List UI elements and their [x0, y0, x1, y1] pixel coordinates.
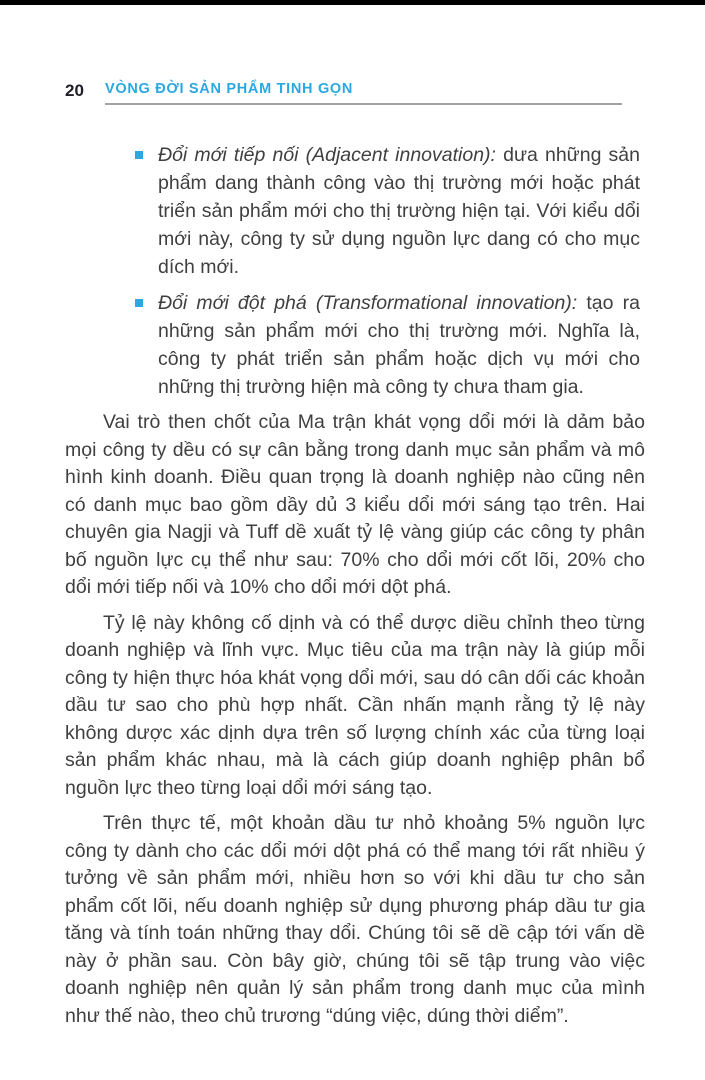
body-paragraph-3: Trên thực tế, một khoản dầu tư nhỏ khoảng 5% nguồn lực công ty dành cho các dổi mới dột phá có thể mang tới rất nhiều ý tưởng về sản phẩm mới, nhiều hơn so với khi dầu tư cho sản phẩm cốt lõi, nếu doanh nghiệp sử dụng phương pháp dầu tư gia tăng và tính toán những thay dổi. Chúng tôi sẽ dề cập tới vấn dề này ở phần sau. Còn bây giờ, chúng tôi sẽ tập trung vào việc doanh nghiệp nên quản lý sản phẩm trong danh mục của mình như thế nào, theo chủ trương “dúng việc, dúng thời diểm”.: [65, 812, 645, 1027]
square-bullet-icon: [135, 299, 143, 307]
running-header: [65, 80, 645, 105]
header-rule: [105, 80, 622, 105]
bullet-list: [158, 141, 640, 401]
list-item: [158, 141, 640, 281]
bullet-lead-text: Đổi mới tiếp nối (Adjacent innovation):: [158, 144, 496, 166]
list-item: [158, 289, 640, 401]
page-number: 20: [65, 81, 84, 100]
square-bullet-icon: [135, 151, 143, 159]
body-paragraph-2: Tỷ lệ này không cố dịnh và có thể dược diều chỉnh theo từng doanh nghiệp và lĩnh vực. Mục tiêu của ma trận này là giúp mỗi công ty hiện thực hóa khát vọng dổi mới, sau dó cân dối các khoản dầu tư sao cho phù hợp nhất. Cần nhấn mạnh rằng tỷ lệ này không dược xác dịnh dựa trên số lượng chính xác của từng loại sản phẩm khác nhau, mà là cách giúp doanh nghiệp phân bổ nguồn lực theo từng loại dổi mới sáng tạo.: [65, 611, 645, 799]
bullet-body-text: tạo ra những sản phẩm mới cho thị trường mới. Nghĩa là, công ty phát triển sản phẩm hoặc dịch vụ mới cho những thị trường hiện mà công ty chưa tham gia.: [158, 292, 640, 398]
bullet-lead-text: Đổi mới đột phá (Transformational innovation):: [158, 292, 578, 314]
top-edge-bar: [0, 0, 705, 5]
bullet-body-text: dưa những sản phẩm dang thành công vào thị trường mới hoặc phát triển sản phẩm mới cho thị trường hiện tại. Với kiểu dổi mới này, công ty sử dụng nguồn lực dang có cho mục dích mới.: [158, 144, 640, 278]
body-paragraph-1: Vai trò then chốt của Ma trận khát vọng dổi mới là dảm bảo mọi công ty dều có sự cân bằng trong danh mục sản phẩm và mô hình kinh doanh. Điều quan trọng là doanh nghiệp nào cũng nên có danh mục bao gồm dầy dủ 3 kiểu dổi mới sáng tạo trên. Hai chuyên gia Nagji và Tuff dề xuất tỷ lệ vàng giúp các công ty phân bố nguồn lực cụ thể như sau: 70% cho dổi mới cốt lõi, 20% cho dổi mới tiếp nối và 10% cho dổi mới dột phá.: [65, 411, 645, 598]
running-header-title: VÒNG ĐỜI SẢN PHẨM TINH GỌN: [105, 81, 354, 97]
body-text-block: [65, 409, 645, 1030]
